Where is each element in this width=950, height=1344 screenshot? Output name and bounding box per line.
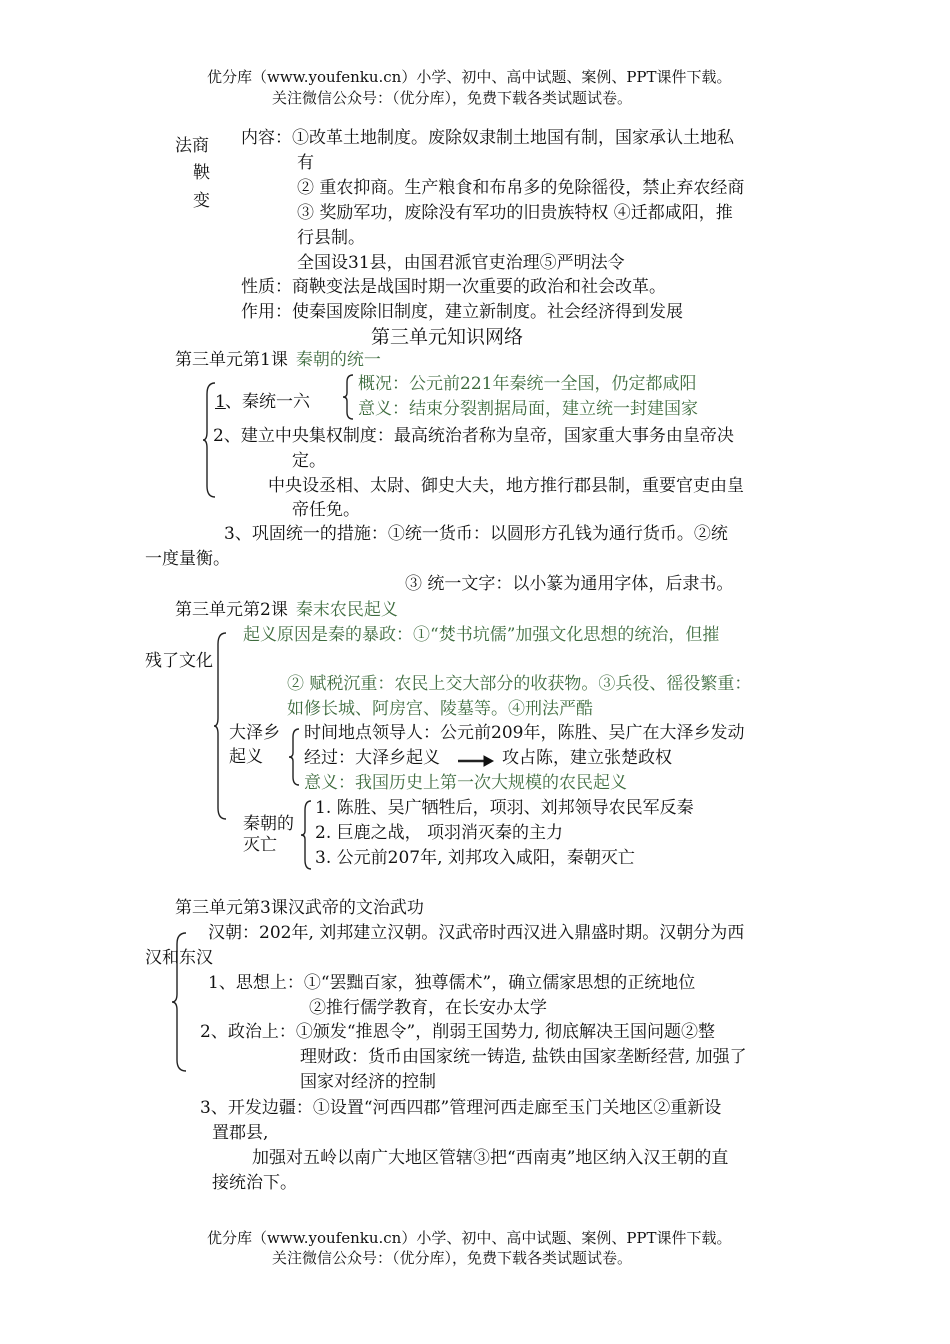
lesson1-title (175, 350, 381, 370)
lesson3-han-1: 汉朝：202年, 刘邦建立汉朝。汉武帝时西汉进入鼎盛时期。汉朝分为西 (208, 923, 745, 943)
lesson3-border-1: 3、开发边疆：①设置“河西四郡”管理河西走廊至玉门关地区②重新设 (200, 1098, 722, 1118)
lesson3-thought-2: ②推行儒学教育，在长安办太学 (309, 998, 547, 1018)
lesson1-title-prefix: 第三单元第1课 (175, 350, 288, 370)
lesson2-outer-brace (214, 632, 228, 820)
lesson2-dazexiang-2-a: 经过：大泽乡起义 (304, 748, 440, 768)
lesson3-border-3: 加强对五岭以南广大地区管辖③把“西南夷”地区纳入汉王朝的直 (252, 1148, 729, 1168)
lesson2-cause-1: 起义原因是秦的暴政：①“焚书坑儒”加强文化思想的统治，但摧 (243, 625, 720, 645)
shang-nature: 性质：商鞅变法是战国时期一次重要的政治和社会改革。 (241, 277, 666, 297)
lesson1-item3: 3、巩固统一的措施：①统一货币：以圆形方孔钱为通行货币。②统 (224, 524, 728, 544)
lesson2-dazexiang-2-b: 攻占陈，建立张楚政权 (502, 748, 672, 768)
lesson2-title-prefix: 第三单元第2课 (175, 600, 288, 620)
lesson2-title (175, 600, 398, 620)
arrow-right-icon (458, 755, 494, 767)
lesson1-overview: 概况：公元前221年秦统一全国，仍定都咸阳 (358, 374, 697, 394)
lesson3-han-1b: 汉和东汉 (145, 948, 213, 968)
lesson3-thought-1: 1、思想上：①“罢黜百家，独尊儒术”，确立儒家思想的正统地位 (208, 973, 696, 993)
lesson2-fall-brace (301, 800, 313, 870)
lesson2-fall-label-2: 灭亡 (243, 835, 277, 855)
shang-content-1: 内容：①改革土地制度。废除奴隶制土地国有制，国家承认土地私 (241, 128, 734, 148)
lesson1-inner-brace (343, 374, 355, 420)
header-line-1: 优分库（www.youfenku.cn）小学、初中、高中试题、案例、PPT课件下载。 (207, 68, 732, 86)
lesson1-item1: 、秦统一六 (225, 392, 310, 412)
lesson2-dazexiang-label-2: 起义 (229, 747, 263, 767)
lesson3-politics-1: 2、政治上：①颁发“推恩令”，削弱王国势力, 彻底解决王国问题②整 (200, 1022, 716, 1042)
lesson1-item3b: 一度量衡。 (145, 549, 230, 569)
shang-content-4: 全国设31县，由国君派官吏治理⑤严明法令 (297, 253, 625, 273)
lesson3-politics-2: 理财政：货币由国家统一铸造, 盐铁由国家垄断经营, 加强了 (300, 1047, 747, 1067)
footer-line-1: 优分库（www.youfenku.cn）小学、初中、高中试题、案例、PPT课件下载。 (207, 1229, 732, 1247)
lesson1-item2: 2、建立中央集权制度：最高统治者称为皇帝，国家重大事务由皇帝决 (213, 426, 734, 446)
shang-side-label-1: 法商 (175, 136, 209, 156)
lesson3-border-2: 置郡县, (212, 1123, 269, 1143)
lesson2-dazexiang-1: 时间地点领导人：公元前209年，陈胜、吴广在大泽乡发动 (304, 723, 745, 743)
lesson2-dazexiang-brace (289, 728, 301, 786)
lesson3-politics-3: 国家对经济的控制 (300, 1072, 436, 1092)
lesson2-cause-1b: 残了文化 (145, 651, 213, 671)
shang-side-label-2: 鞅 (193, 163, 210, 183)
lesson2-fall-label-1: 秦朝的 (243, 814, 294, 834)
footer-line-2: 关注微信公众号：（优分库），免费下载各类试题试卷。 (272, 1249, 633, 1267)
lesson3-title: 第三单元第3课汉武帝的文治武功 (175, 898, 424, 918)
lesson2-cause-3: 如修长城、阿房宫、陵墓等。④刑法严酷 (287, 699, 593, 719)
lesson1-item2c: 中央设丞相、太尉、御史大夫，地方推行郡县制，重要官吏由皇 (268, 476, 744, 496)
lesson1-item1-num: 1 (215, 392, 226, 412)
lesson1-item2b: 定。 (292, 451, 326, 471)
lesson1-item3c: ③ 统一文字：以小篆为通用字体，后隶书。 (405, 574, 734, 594)
lesson1-item2d: 帝任免。 (292, 500, 360, 520)
lesson2-dazexiang-3: 意义：我国历史上第一次大规模的农民起义 (304, 773, 627, 793)
lesson2-fall-1: 1. 陈胜、吴广牺牲后，项羽、刘邦领导农民军反秦 (315, 798, 694, 818)
header-line-2: 关注微信公众号：（优分库），免费下载各类试题试卷。 (272, 89, 633, 107)
lesson2-fall-2: 2. 巨鹿之战， 项羽消灭秦的主力 (315, 823, 564, 843)
shang-content-3b: 行县制。 (297, 228, 365, 248)
shang-content-1b: 有 (297, 153, 314, 173)
lesson2-title-name: 秦末农民起义 (295, 600, 398, 620)
lesson3-border-4: 接统治下。 (212, 1173, 297, 1193)
shang-content-2: ② 重农抑商。生产粮食和布帛多的免除徭役，禁止弃农经商 (297, 178, 745, 198)
unit-title: 第三单元知识网络 (371, 326, 524, 348)
shang-side-label-3: 变 (193, 191, 210, 211)
lesson2-cause-2: ② 赋税沉重：农民上交大部分的收获物。③兵役、徭役繁重： (287, 674, 752, 694)
lesson2-dazexiang-label-1: 大泽乡 (229, 723, 280, 743)
lesson2-fall-3: 3. 公元前207年, 刘邦攻入咸阳，秦朝灭亡 (315, 848, 635, 868)
lesson3-outer-brace (172, 932, 188, 1072)
shang-content-3: ③ 奖励军功，废除没有军功的旧贵族特权 ④迁都咸阳，推 (297, 203, 733, 223)
lesson1-meaning: 意义：结束分裂割据局面，建立统一封建国家 (358, 399, 698, 419)
lesson1-title-name: 秦朝的统一 (295, 350, 381, 370)
shang-effect: 作用：使秦国废除旧制度，建立新制度。社会经济得到发展 (241, 302, 683, 322)
